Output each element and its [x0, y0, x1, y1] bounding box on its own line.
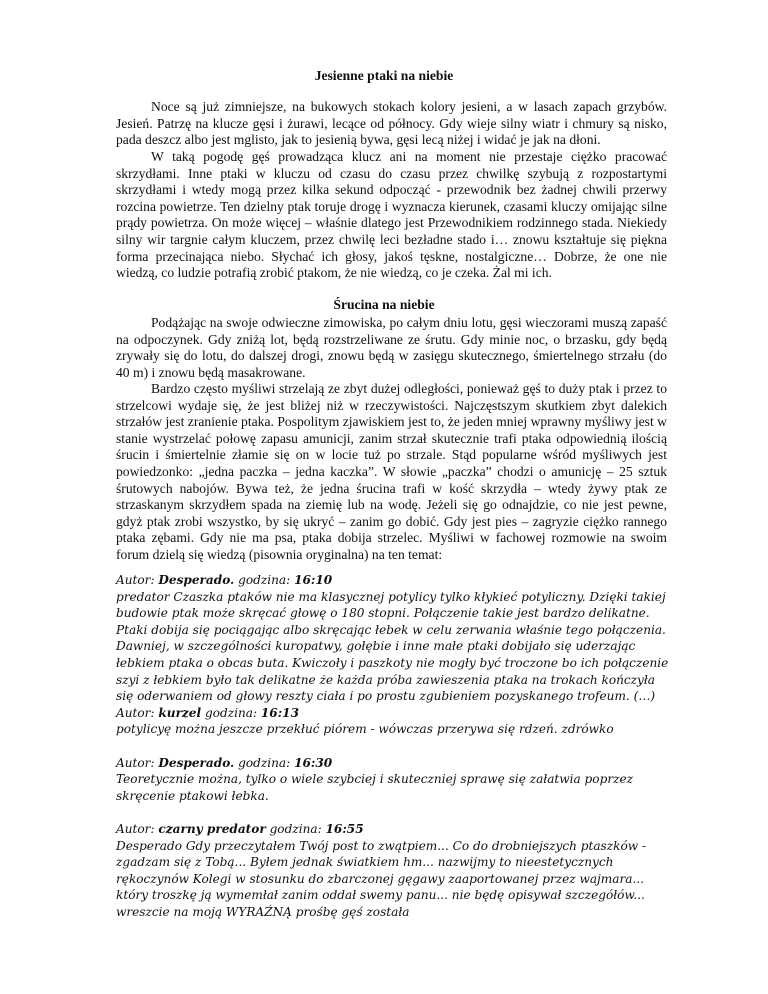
author-label: Autor: — [116, 705, 155, 720]
post-text: predator Czaszka ptaków nie ma klasycznej potylicy tylko kłykieć potyliczny. Dzięki takiej budowie ptak może skręcać głowę o 180 stopni. Połączenie takie jest bardzo delikatne. Ptaki dobija się pociągając albo skręcając łebek w celu zerwania właśnie tego połączenia. Dawniej, w szczególności kuropatwy, gołębie i inne małe ptaki dobijało się uderzając łebkiem ptaka o obcas buta. Kwiczoły i paszkoty nie mogły być troczone bo ich połączenie szyi z łebkiem było tak delikatne że każda próba zawieszenia ptaka na trokach kończyła się oderwaniem od głowy reszty ciała i po prostu zgubieniem pozyskanego trofeum. (…) — [116, 589, 669, 704]
heading-srucina-na-niebie: Śrucina na niebie — [333, 297, 435, 312]
post-text: Teoretycznie można, tylko o wiele szybciej i skuteczniej sprawę się załatwia poprzez skręcenie ptakowi łebka. — [116, 772, 634, 803]
author-label: Autor: — [116, 821, 155, 836]
time-label: godzina: — [238, 755, 291, 770]
paragraph-2: W taką pogodę gęś prowadząca klucz ani na moment nie przestaje ciężko pracować skrzydłami. Inne ptaki w kluczu od czasu do czasu przez chwilkę szybują z rozpostartymi skrzydłami i wtedy mogą przez kilka sekund odpocząć - przewodnik bez żadnej chwili przerwy rozcina powietrze. Ten dzielny ptak toruje drogę i wyznacza kierunek, czasami kluczy omijając silne prądy powietrza. On może więcej – właśnie dlatego jest Przewodnikiem rodzinnego stada. Niekiedy silny wir targnie całym kluczem, przez chwilę leci bezładne stado i… znowu kształtuje się piękna forma przecinająca niebo. Słychać ich głosy, jakoś tęskne, nostalgiczne… Dobrze, że one nie wiedzą, co ludzie potrafią zrobić ptakom, że nie wiedzą, co je czeka. Żal mi ich. — [116, 149, 667, 281]
heading-jesienne-ptaki: Jesienne ptaki na niebie — [314, 68, 454, 83]
post-spacer — [116, 804, 676, 821]
post-header — [116, 705, 676, 722]
post-time: 16:13 — [260, 705, 300, 720]
post-text: potylicyę można jeszcze przekłuć piórem - wówczas przerywa się rdzeń. zdrówko — [116, 722, 614, 737]
post-time: 16:30 — [294, 755, 333, 770]
post-text: Desperado Gdy przeczytałem Twój post to zwątpiem... Co do drobniejszych ptaszków - zgadzam się z Tobą... Byłem jednak światkiem hm... nazwijmy to nieestetycznych rękoczynów Kolegi w stosunku do zbarczonej gęgawy zaaportowanej przez wajmara... który troszkę ją wymemłał zanim oddał swemy panu... nie będę opisywał szczegółów... wreszcie na moją WYRAŹNĄ prośbę gęś została — [116, 838, 647, 919]
post-author: Desperado. — [158, 573, 235, 587]
paragraph-1: Noce są już zimniejsze, na bukowych stokach kolory jesieni, a w lasach zapach grzybów. Jesień. Patrzę na klucze gęsi i żurawi, lecące od północy. Gdy wieje silny wiatr i chmury są nisko, pada deszcz albo jest mglisto, jak to jesienią bywa, gęsi lecą niżej i widać je jak na dłoni. — [116, 99, 667, 148]
post-header — [116, 572, 676, 589]
author-label: Autor: — [116, 755, 155, 770]
post-spacer — [116, 738, 676, 755]
post-author: kurzel — [158, 705, 202, 720]
post-time: 16:10 — [294, 573, 333, 587]
post-author: czarny predator — [158, 821, 266, 836]
post-author: Desperado. — [158, 755, 235, 770]
post-header — [116, 755, 676, 772]
post-time: 16:55 — [325, 821, 364, 836]
paragraph-4: Bardzo często myśliwi strzelają ze zbyt dużej odległości, ponieważ gęś to duży ptak i przez to strzelcowi wydaje się, że jest bliżej niż w rzeczywistości. Najczęstszym skutkiem zbyt dalekich strzałów jest zranienie ptaka. Pospolitym zjawiskiem jest to, że jeden mniej wprawny myśliwy jest w stanie wystrzelać połowę zapasu amunicji, zanim strzał skutecznie trafi ptaka odpowiednią ilością śrucin i śmiertelnie złamie się on w locie tuż po strzale. Stąd popularne wśród myśliwych jest powiedzonko: „jedna paczka – jedna kaczka”. W słowie „paczka” chodzi o amunicję – 25 sztuk śrutowych nabojów. Bywa też, że jedna śrucina trafi w kość skrzydła – wtedy żywy ptak ze strzaskanym skrzydłem spada na ziemię lub na wodę. Jeżeli się go odnajdzie, co nie jest pewne, gdyż ptak zrobi wszystko, by się ukryć – zanim go dobić. Gdy jest pies – zagryzie ciężko rannego ptaka zębami. Gdy nie ma psa, ptaka dobija strzelec. Myśliwi w fachowej rozmowie na swoim forum dzielą się wiedzą (pisownia oryginalna) na ten temat: — [116, 381, 667, 562]
time-label: godzina: — [204, 705, 258, 720]
author-label: Autor: — [116, 573, 155, 587]
time-label: godzina: — [269, 821, 322, 836]
forum-quotes — [116, 572, 676, 920]
paragraph-3: Podążając na swoje odwieczne zimowiska, po całym dniu lotu, gęsi wieczorami muszą zapaść na odpoczynek. Gdy zniżą lot, będą rozstrzeliwane ze śrutu. Gdy minie noc, o brzasku, gdy będą zrywały się do lotu, do dalszej drogi, znowu będą w zasięgu skutecznego, śmiertelnego strzału (do 40 m) i znowu będą masakrowane. — [116, 315, 667, 380]
post-header — [116, 821, 676, 838]
time-label: godzina: — [238, 573, 291, 587]
